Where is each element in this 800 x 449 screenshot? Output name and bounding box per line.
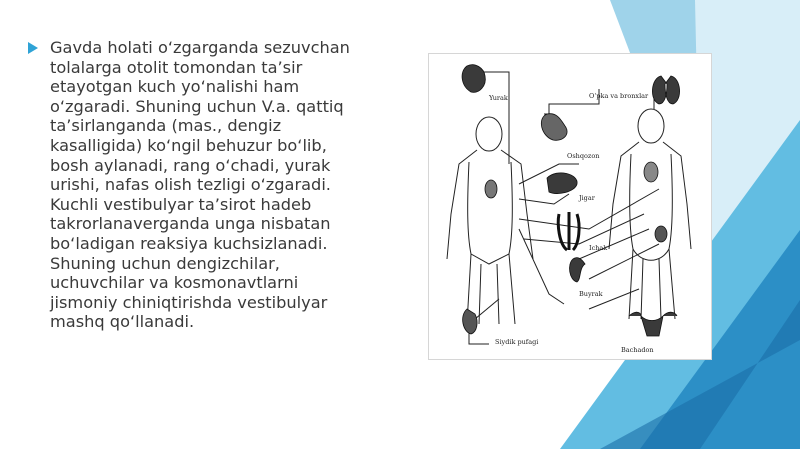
anatomy-figure (428, 53, 712, 360)
bullet-arrow-icon (28, 42, 38, 54)
label-heart: Yurak (489, 94, 508, 102)
anatomy-illustration (429, 54, 711, 359)
label-intestine: Ichak (589, 244, 608, 252)
label-lungs: O‘pka va bronxlar (589, 92, 649, 100)
front-heart-mark (485, 180, 497, 198)
back-kidney-mark (655, 226, 667, 242)
uterus-icon (629, 312, 677, 336)
label-liver: Jigar (579, 194, 595, 202)
intestine-icon (558, 212, 579, 250)
lungs-icon (652, 76, 679, 104)
heart-icon (462, 65, 485, 93)
bullet-item (28, 38, 388, 332)
label-stomach: Oshqozon (567, 152, 600, 160)
kidney-icon (570, 258, 585, 282)
bullet-text: Gavda holati o‘zgarganda sezuvchan tolalarga otolit tomondan ta’sir etayotgan kuch yo‘nalishi ham o‘zgaradi. Shuning uchun V.a. qattiq ta’sirlanganda (mas., dengiz kasalligida) ko‘ngil behuzur bo‘lib, bosh aylanadi, rang o‘chadi, yurak urishi, nafas olish tezligi o‘zgaradi. Kuchli vestibulyar ta’sirot hadeb takrorlanaverganda unga nisbatan bo‘ladigan reaksiya kuchsizlanadi. Shuning uchun dengizchilar, uchuvchilar va kosmonavtlarni jismoniy chiniqtirishda vestibulyar mashq qo‘llanadi. (50, 38, 350, 332)
stomach-icon (541, 114, 567, 141)
back-organ-mark (644, 162, 658, 182)
label-kidney: Buyrak (579, 290, 603, 298)
label-bladder: Siydik pufagi (495, 338, 539, 346)
bladder-icon (463, 309, 477, 334)
liver-icon (547, 173, 577, 194)
label-uterus: Bachadon (621, 346, 654, 354)
